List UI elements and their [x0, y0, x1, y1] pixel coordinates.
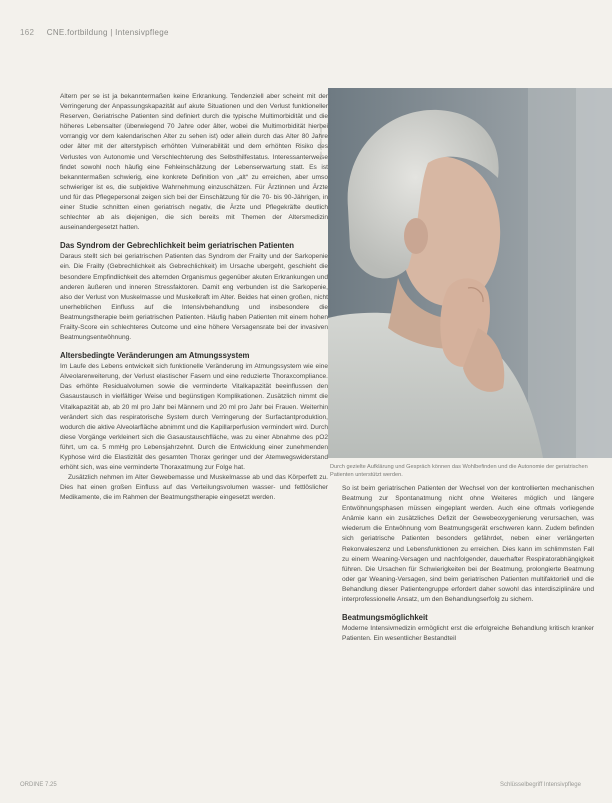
left-column — [60, 92, 328, 503]
footer-left: ORDINE 7.25 — [20, 782, 57, 788]
photo-credit: Foto: Adobe Stock — [318, 127, 323, 160]
respiratory-paragraph-2: Zusätzlich nehmen im Alter Gewebemasse und Muskelmasse ab und das Körperfett zu. Dies hat einen großen Einfluss auf das Verteilungsvolumen wasser- und fettlöslicher Medikamente, die im Rahmen der Beatmungstherapie eingesetzt werden. — [60, 474, 328, 502]
intro-paragraph: Altern per se ist ja bekanntermaßen keine Erkrankung. Tendenziell aber scheint mit der Verringerung der Anpassungskapazität auf akute Situationen und den Verlust funktioneller Reserven, Geriatrische Patienten sind definiert durch die typische Multimorbidität und die höheres Lebensalter (überwiegend 70 Jahre oder älter, wobei die Multimorbidität hierbei vorrangig vor dem kalendarischen Alter zu sehen ist) oder allein durch das Alter 80 Jahre oder älter mit der alterstypisch erhöhten Vulnerabilität und dem erhöhten Risiko des Verlustes von Autonomie und Verschlechterung des Selbsthilfestatus. Interessanterweise findet sowohl noch häufig eine Fehleinschätzung der Lebenserwartung statt. Es ist bekanntermaßen schwierig, eine konkrete Definition von „alt“ zu erreichen, aber umso schwieriger ist es, die subjektive Wahrnehmung einzuschätzen. Für Ärztinnen und Ärzte und für das Pflegepersonal zeigen sich bei der Einschätzung für die 70- bis 90-Jährigen, in einer Studie schnitten einen geriatrisch negativ, die Ärzte und Pflegekräfte deutlich schlechter ab als diejenigen, die sich bereits mit Themen der Altersmedizin auseinandergesetzt hatten. — [60, 93, 328, 232]
footer-right: Schlüsselbegriff Intensivpflege — [500, 782, 581, 788]
weaning-paragraph: So ist beim geriatrischen Patienten der Wechsel von der kontrollierten mechanischen Beatmung zur Spontanatmung nicht ohne Weiteres möglich und längere Entwöhnungsphasen müssen eingeplant werden. Auch eine oftmals vorliegende Anämie kann ein zusätzliches Defizit der Gewebeoxygenierung verursachen, was wiederum die Entwöhnung vom Beatmungsgerät erschweren kann. Zudem befinden sich geriatrische Patienten besonders gefährdet, neben einer verlängerten Rekonvaleszenz und Lebensfunktionen zu erreichen. Dies kann im schlimmsten Fall zu einem Weaning-Versagen und nachfolgender, dauerhafter Respiratorabhängigkeit führen. Die Ursachen für Schwierigkeiten bei der Beatmung, prolongierte Beatmung oder gar Weaning-Versagen, sind beim geriatrischen Patienten multifaktoriell und die Behandlung dieser Patientengruppe erfordert daher sowohl das interdisziplinäre und interprofessionelle Ansatz, um den Behandlungserfolg zu sichern. — [342, 485, 594, 604]
page-number: 162 — [20, 28, 35, 37]
section-heading-ventilation: Beatmungsmöglichkeit — [342, 613, 428, 623]
frailty-paragraph: Daraus stellt sich bei geriatrischen Patienten das Syndrom der Frailty und der Sarkopenie ein. Die Frailty (Gebrechlichkeit als Gebrechlichkeit) im Ursache ubergeht, geschieht die besondere Empfindlichkeit des alternden Organismus gegenüber akuten Erkrankungen und anderen äußeren und inneren Stressfaktoren. Damit eng verbunden ist die Sarkopenie, also der Verlust von Muskelmasse und Muskelkraft im Alter. Beides hat einen großen, nicht unerheblichen Einfluss auf die Intensivbehandlung und insbesondere die Beatmungstherapie beim geriatrischen Patienten. Häufig haben Patienten mit einem hohen Frailty-Score ein schlechteres Outcome und eine höhere Versagensrate bei der invasiven Beatmungsentwöhnung. — [60, 253, 328, 342]
running-title: CNE.fortbildung | Intensivpflege — [46, 28, 169, 37]
section-heading-frailty: Das Syndrom der Gebrechlichkeit beim geriatrischen Patienten — [60, 241, 294, 251]
respiratory-paragraph-1: Im Laufe des Lebens entwickelt sich funktionelle Veränderung im Atmungssystem wie eine Alveolarerweiterung, der Verlust elastischer Fasern und eine reduzierte Thoraxcompliance. Das erhöhte Residualvolumen sowie die verminderte Vitalkapazität beeinflussen den Gasaustausch in vielfältiger Weise und begünstigen Komplikationen. Zusätzlich nimmt die Vitalkapazität ab, ab 20 ml pro Jahr bei Männern und 20 ml pro Jahr bei Frauen. Weiterhin verändert sich das respiratorische System durch Verringerung der Surfactantproduktion, wodurch die aktive Alveolarfläche abnimmt und die Kapillarperfusion vermindert wird. Durch diese Vorgänge verkleinert sich die Gasaustauschfläche, was zu einer Abnahme des pO2 führt, um ca. 5 mmHg pro Lebensjahrzehnt. Durch die Entwicklung einer zunehmenden Kyphose wird die Elastizität des gesamten Thorax geringer und der Atemwegswiderstand erhöht sich, was eine verminderte Thoraxatmung zur Folge hat. — [60, 363, 328, 472]
running-head — [20, 28, 169, 37]
right-column — [342, 484, 594, 644]
photo-caption: Durch gezielte Aufklärung und Gespräch können das Wohlbefinden und die Autonomie der geriatrischen Patienten unterstützt werden. — [330, 464, 588, 478]
elderly-woman-photo — [328, 88, 612, 458]
ventilation-paragraph: Moderne Intensivmedizin ermöglicht erst die erfolgreiche Behandlung kritisch kranker Patienten. Ein wesentlicher Bestandteil — [342, 625, 594, 643]
section-heading-respiratory: Altersbedingte Veränderungen am Atmungssystem — [60, 351, 250, 361]
